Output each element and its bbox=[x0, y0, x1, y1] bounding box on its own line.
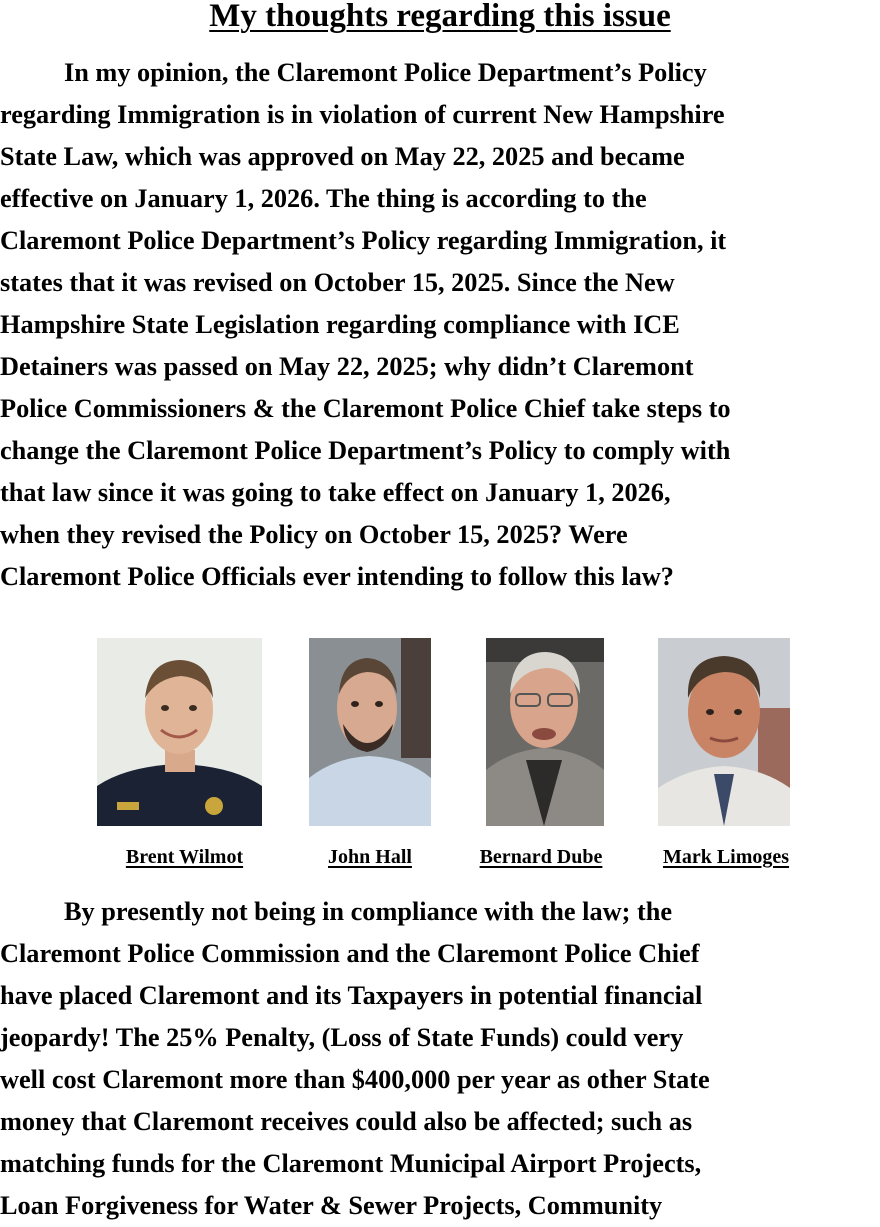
paragraph-line: Claremont Police Officials ever intending to follow this law? bbox=[0, 562, 674, 591]
caption-john-hall: John Hall bbox=[328, 846, 412, 868]
caption-mark-limoges: Mark Limoges bbox=[662, 846, 790, 868]
photo-brent-wilmot bbox=[97, 638, 262, 826]
page-title-text: My thoughts regarding this issue bbox=[209, 0, 671, 34]
officials-photo-row bbox=[0, 636, 880, 886]
photo-john-hall bbox=[309, 638, 431, 826]
portrait-image bbox=[486, 638, 604, 826]
paragraph-line: Police Commissioners & the Claremont Police Chief take steps to bbox=[0, 394, 731, 423]
photo-bernard-dube bbox=[486, 638, 604, 826]
paragraph-line: Detainers was passed on May 22, 2025; why didn’t Claremont bbox=[0, 352, 694, 381]
caption-brent-wilmot: Brent Wilmot bbox=[125, 846, 244, 868]
paragraph-line: Claremont Police Commission and the Claremont Police Chief bbox=[0, 939, 700, 968]
paragraph-line: states that it was revised on October 15, 2025. Since the New bbox=[0, 268, 675, 297]
paragraph-line: In my opinion, the Claremont Police Department’s Policy bbox=[64, 58, 707, 87]
paragraph-line: Loan Forgiveness for Water & Sewer Projects, Community bbox=[0, 1191, 663, 1220]
portrait-image bbox=[97, 638, 262, 826]
paragraph-line: have placed Claremont and its Taxpayers in potential financial bbox=[0, 981, 703, 1010]
paragraph-line: effective on January 1, 2026. The thing is according to the bbox=[0, 184, 647, 213]
paragraph-line: well cost Claremont more than $400,000 per year as other State bbox=[0, 1065, 710, 1094]
paragraph-line: Claremont Police Department’s Policy regarding Immigration, it bbox=[0, 226, 727, 255]
paragraph-line: State Law, which was approved on May 22, 2025 and became bbox=[0, 142, 685, 171]
portrait-image bbox=[309, 638, 431, 826]
paragraph-line: jeopardy! The 25% Penalty, (Loss of State Funds) could very bbox=[0, 1023, 684, 1052]
paragraph-line: regarding Immigration is in violation of current New Hampshire bbox=[0, 100, 725, 129]
paragraph-line: that law since it was going to take effect on January 1, 2026, bbox=[0, 478, 671, 507]
paragraph-line: change the Claremont Police Department’s Policy to comply with bbox=[0, 436, 731, 465]
paragraph-line: By presently not being in compliance with the law; the bbox=[64, 897, 672, 926]
portrait-image bbox=[658, 638, 790, 826]
opinion-paragraph bbox=[0, 52, 880, 598]
photo-mark-limoges bbox=[658, 638, 790, 826]
page-title bbox=[0, 0, 880, 36]
caption-bernard-dube: Bernard Dube bbox=[479, 846, 603, 868]
paragraph-line: money that Claremont receives could also be affected; such as bbox=[0, 1107, 693, 1136]
paragraph-line: Hampshire State Legislation regarding compliance with ICE bbox=[0, 310, 680, 339]
compliance-paragraph bbox=[0, 891, 880, 1227]
paragraph-line: matching funds for the Claremont Municipal Airport Projects, bbox=[0, 1149, 702, 1178]
paragraph-line: when they revised the Policy on October 15, 2025? Were bbox=[0, 520, 628, 549]
